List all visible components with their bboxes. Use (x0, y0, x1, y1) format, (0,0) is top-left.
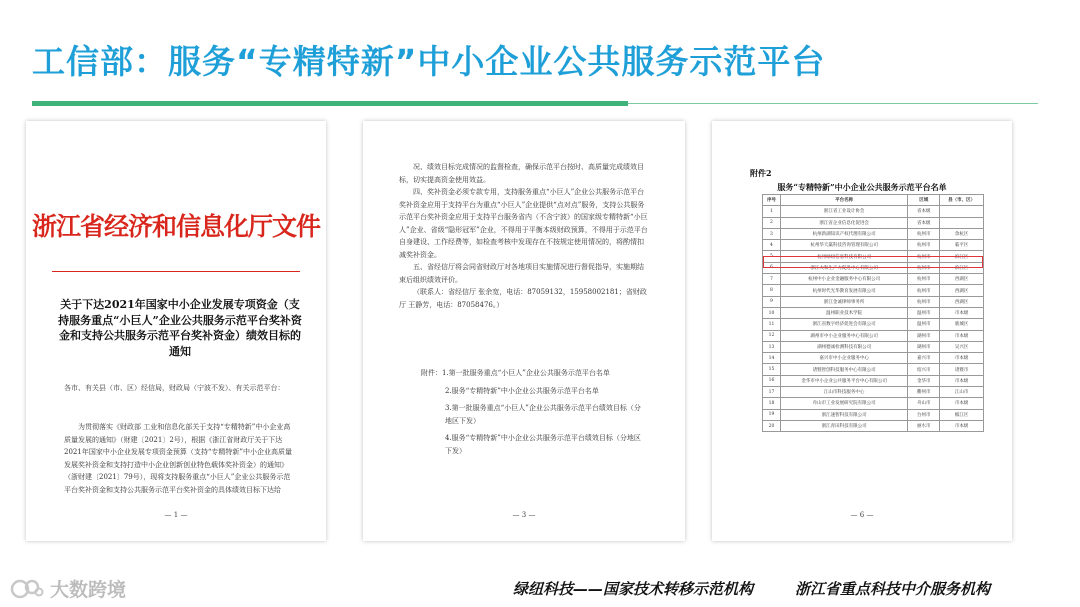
table-cell: 市本级 (940, 398, 984, 409)
table-row (763, 353, 984, 364)
table-cell: 杭州市 (908, 262, 940, 273)
table-row (763, 319, 984, 330)
table-cell: 浙江金诚律师事务所 (780, 296, 907, 307)
table-cell: 12 (763, 330, 781, 341)
table-cell: 浙江大和生产力促进中心有限公司 (780, 262, 907, 273)
table-cell: 7 (763, 274, 781, 285)
table-cell: 温州市 (908, 319, 940, 330)
table-cell: 市本级 (940, 330, 984, 341)
table-cell (940, 206, 984, 217)
table-row (763, 375, 984, 386)
page-title: 工信部：服务“专精特新”中小企业公共服务示范平台 (32, 42, 826, 81)
column-header: 县（市、区） (940, 195, 984, 206)
table-cell: 18 (763, 398, 781, 409)
table-row (763, 217, 984, 228)
document-page-1 (26, 121, 326, 541)
table-row (763, 341, 984, 352)
table-cell: 杭州绿纽信息科技有限公司 (780, 251, 907, 262)
table-cell: 嘉兴市 (908, 353, 940, 364)
table-cell: 15 (763, 364, 781, 375)
table-row (763, 409, 984, 420)
table-header-row (763, 195, 984, 206)
annex-label: 附件2 (750, 168, 772, 178)
table-cell: 江山市科技服务中心 (780, 387, 907, 398)
table-row (763, 420, 984, 431)
document-body: 为贯彻落实《财政部 工业和信息化部关于支持“专精特新”中小企业高质量发展的通知》（财建〔2021〕2号），根据《浙江省财政厅关于下达2021年国家中小企业发展专项资金预算（支持“专精特新”中小企业高质量发展奖补资金和支持打造中小企业创新创业特色载体奖补资金）的通知》（浙财建〔2021〕79号），现将支持服务重点“小巨人”企业公共服务示范平台奖补资金和支持公共服务示范平台奖补资金的具体绩效目标下达给 (64, 423, 292, 494)
table-cell: 金华市 (908, 375, 940, 386)
title-underline-bar (32, 101, 628, 106)
table-cell: 杭州中小企业金融服务中心有限公司 (780, 274, 907, 285)
paragraph: 四、奖补资金必须专款专用，支持服务重点“小巨人”企业公共服务示范平台奖补资金应用于支持平台为重点“小巨人”企业提供“点对点”服务，支持公共服务示范平台奖补资金应用于支持平台服务省内（不含宁波）的国家级专精特新“小巨人”企业、省级“隐形冠军”企业，不得用于平衡本级财政预算，不得用于示范平台自身建设、工作经费等，如检查考核中发现存在不按规定使用情况的，将酌情扣减奖补资金。 (399, 188, 648, 259)
paragraph: 况、绩效目标完成情况的监督检查，确保示范平台按时、高质量完成绩效目标，切实提高资金使用效益。 (399, 163, 644, 184)
table-cell: 14 (763, 353, 781, 364)
table-cell: 市本级 (940, 307, 984, 318)
platform-table (762, 194, 984, 432)
table-cell: 舟山市 (908, 398, 940, 409)
table-row (763, 398, 984, 409)
table-cell: 杭州时代光华教育发展有限公司 (780, 285, 907, 296)
table-row (763, 228, 984, 239)
table-cell: 杭州市 (908, 274, 940, 285)
table-cell: 嘉兴市中小企业服务中心 (780, 353, 907, 364)
table-row (763, 274, 984, 285)
table-cell: 浙江青田科技有限公司 (780, 420, 907, 431)
table-cell: 市本级 (940, 353, 984, 364)
table-cell: 西湖区 (940, 296, 984, 307)
table-cell: 市本级 (940, 420, 984, 431)
document-body (399, 161, 649, 311)
table-cell: 金华市中小企业公共服务平台中心有限公司 (780, 375, 907, 386)
table-cell: 椒江区 (940, 409, 984, 420)
column-header: 区域 (908, 195, 940, 206)
attachment-item: 附件：1.第一批服务重点“小巨人”企业公共服务示范平台名单 (421, 369, 610, 377)
page-number: — 3 — (512, 511, 536, 519)
table-cell: 13 (763, 341, 781, 352)
table-cell: 湖州市 (908, 330, 940, 341)
document-page-3 (712, 121, 1012, 541)
table-cell: 湖州德诚检测科技有限公司 (780, 341, 907, 352)
table-cell: 杭州市 (908, 296, 940, 307)
logo-icon (10, 577, 44, 601)
table-cell: 诸暨智创科技服务中心有限公司 (780, 364, 907, 375)
page-number: — 6 — (850, 511, 874, 519)
recipients-line: 各市、有关县（市、区）经信局，财政局（宁波不发）、有关示范平台： (64, 384, 285, 392)
table-cell: 温州市 (908, 307, 940, 318)
document-page-2 (363, 121, 685, 541)
watermark-logo (10, 575, 126, 602)
footer-org-left: 绿纽科技——国家技术转移示范机构 (513, 580, 754, 598)
page-number: — 1 — (164, 511, 188, 519)
table-row (763, 285, 984, 296)
table-row (763, 240, 984, 251)
table-cell: 9 (763, 296, 781, 307)
table-title: 服务“专精特新”中小企业公共服务示范平台名单 (777, 182, 947, 192)
table-cell: 衢州市 (908, 387, 940, 398)
table-cell: 1 (763, 206, 781, 217)
table-cell: 5 (763, 251, 781, 262)
table-cell: 鹿城区 (940, 319, 984, 330)
table-cell: 杭州新湖知识产权代理有限公司 (780, 228, 907, 239)
table-row (763, 296, 984, 307)
table-cell: 湖州市 (908, 341, 940, 352)
attachment-list (421, 367, 641, 462)
table-cell: 市本级 (940, 375, 984, 386)
table-cell: 杭州市 (908, 228, 940, 239)
table-cell: 4 (763, 240, 781, 251)
table-cell: 浙江速智科技有限公司 (780, 409, 907, 420)
table-cell: 杭州市 (908, 285, 940, 296)
table-cell: 2 (763, 217, 781, 228)
table-cell: 绍兴市 (908, 364, 940, 375)
table-cell: 滨江区 (940, 262, 984, 273)
table-cell: 临平区 (940, 240, 984, 251)
table-cell: 8 (763, 285, 781, 296)
table-cell: 浙江省企业信息化促进会 (780, 217, 907, 228)
table-row (763, 330, 984, 341)
table-cell: 湖州市中小企业服务中心有限公司 (780, 330, 907, 341)
footer-org-right: 浙江省重点科技中介服务机构 (795, 580, 991, 598)
table-cell: 诸暨市 (940, 364, 984, 375)
table-cell: 10 (763, 307, 781, 318)
table-cell: 江山市 (940, 387, 984, 398)
table-cell: 丽水市 (908, 420, 940, 431)
document-title: 关于下达2021年国家中小企业发展专项资金（支持服务重点“小巨人”企业公共服务示范平台奖补资金和支持公共服务示范平台奖补资金）绩效目标的通知 (58, 298, 302, 358)
title-underline-thin (628, 103, 1038, 104)
highlighted-row-frame (763, 256, 983, 268)
table-cell: 杭州市 (908, 251, 940, 262)
table-cell: 滨江区 (940, 251, 984, 262)
table-cell: 温州职业技术学院 (780, 307, 907, 318)
table-cell: 余杭区 (940, 228, 984, 239)
table-cell: 杭州华天赢科技咨询管理有限公司 (780, 240, 907, 251)
table-cell: 16 (763, 375, 781, 386)
attachment-item: 3.第一批服务重点“小巨人”企业公共服务示范平台绩效目标（分地区下发） (445, 404, 641, 425)
red-header: 浙江省经济和信息化厅文件 (31, 212, 320, 241)
attachment-item: 4.服务“专精特新”中小企业公共服务示范平台绩效目标（分地区下发） (445, 434, 641, 455)
table-cell: 19 (763, 409, 781, 420)
attachment-item: 2.服务“专精特新”中小企业公共服务示范平台名单 (445, 386, 599, 395)
red-divider (52, 271, 300, 272)
table-cell: 吴兴区 (940, 341, 984, 352)
column-header: 平台名称 (780, 195, 907, 206)
table-cell: 17 (763, 387, 781, 398)
paragraph: 五、省经信厅将会同省财政厅对各地项目实施情况进行督促指导，实施期结束后组织绩效评价。 (399, 263, 644, 284)
table-cell: 台州市 (908, 409, 940, 420)
table-cell: 省本级 (908, 206, 940, 217)
paragraph: （联系人：省经信厅 张余宽，电话：87059132，15958002181；省财政厅 王静芳，电话：87058476。） (399, 288, 647, 309)
column-header: 序号 (763, 195, 781, 206)
table-row (763, 387, 984, 398)
table-row (763, 206, 984, 217)
table-cell: 20 (763, 420, 781, 431)
table-cell (940, 217, 984, 228)
table-cell: 西湖区 (940, 285, 984, 296)
table-cell: 杭州市 (908, 240, 940, 251)
table-row (763, 364, 984, 375)
table-cell: 浙江省工业设计协会 (780, 206, 907, 217)
table-row (763, 307, 984, 318)
table-cell: 西湖区 (940, 274, 984, 285)
table-cell: 省本级 (908, 217, 940, 228)
table-cell: 3 (763, 228, 781, 239)
table-cell: 浙江省数字经济促进会有限公司 (780, 319, 907, 330)
table-cell: 11 (763, 319, 781, 330)
table-cell: 舟山市工业发展研究院有限公司 (780, 398, 907, 409)
table-cell: 6 (763, 262, 781, 273)
logo-text: 大数跨境 (50, 579, 127, 601)
